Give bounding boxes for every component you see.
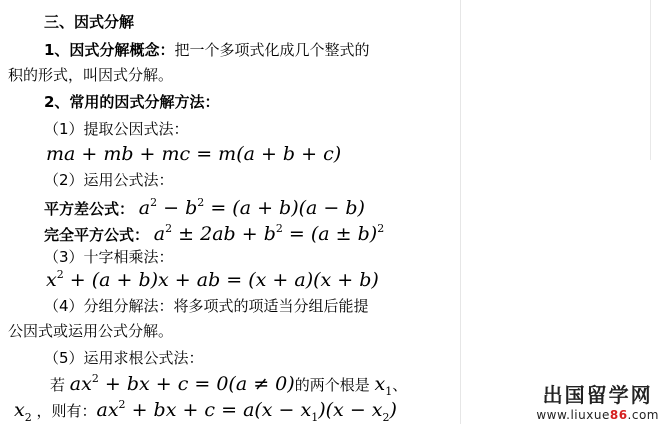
perfect-square-label: 完全平方公式： — [44, 226, 150, 244]
section-title: 三、因式分解 — [44, 13, 135, 31]
perfect-square-formula: $a^2 \pm 2ab + b^2 = (a \pm b)^2$ — [153, 222, 385, 245]
method-3-formula: $x^2 + (a + b)x$ + ab = (x + a)(x + b) — [46, 268, 379, 291]
watermark-url: www.liuxue86.com — [536, 408, 659, 422]
concept-line-1 — [44, 40, 369, 60]
method-5-label: （5）运用求根公式法： — [44, 349, 204, 367]
method-4-text-2: 公因式或运用公式分解。 — [8, 322, 174, 340]
concept-text-1: 把一个多项式化成几个整式的 — [174, 41, 370, 59]
method-5-line-1: 若 $ax^2$ + bx + c = 0(a ≠ 0)的两个根是 $x_1$、 — [50, 372, 408, 398]
side-margin — [460, 0, 665, 424]
watermark-logo — [536, 379, 659, 422]
method-3-label: （3）十字相乘法： — [44, 248, 174, 266]
perfect-square-row — [44, 222, 384, 249]
methods-heading: 2、常用的因式分解方法： — [44, 93, 220, 111]
square-difference-label: 平方差公式： — [44, 200, 135, 218]
method-4-text-1: （4）分组分解法：将多项式的项适当分组后能提 — [44, 297, 369, 315]
square-difference-formula: $a^2 - b^2 = (a + b)(a - b)$ — [138, 196, 365, 219]
method-1-formula: ma + mb + mc = m(a + b + c) — [46, 143, 342, 165]
scrollbar-track[interactable] — [650, 0, 651, 160]
method-1-label: （1）提取公因式法： — [44, 120, 189, 138]
square-difference-row — [44, 196, 365, 223]
concept-label: 1、因式分解概念： — [44, 41, 175, 59]
method-5-line-2: $x_2$ ，则有：$ax^2$ + bx + $c = a(x - x_1)(x - x_2)$ — [14, 398, 397, 424]
concept-text-2: 积的形式，叫因式分解。 — [8, 66, 174, 84]
method-2-label: （2）运用公式法： — [44, 171, 174, 189]
watermark-text: 出国留学网 — [542, 383, 653, 407]
